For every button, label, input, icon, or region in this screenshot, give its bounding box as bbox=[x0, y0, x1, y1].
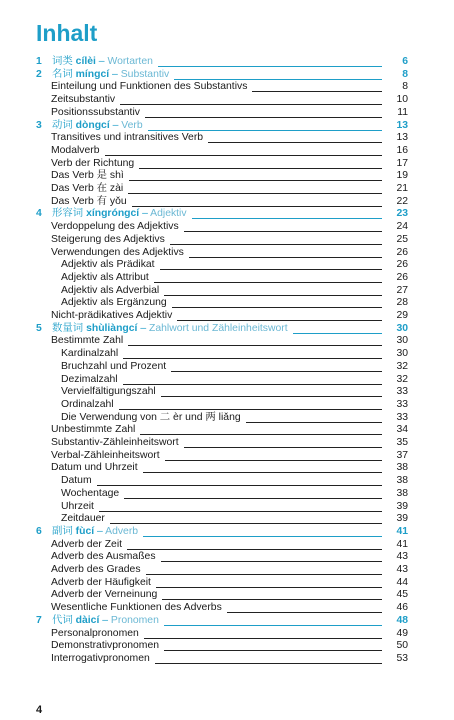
chapter-number: 7 bbox=[36, 614, 42, 626]
toc-entry[interactable] bbox=[0, 563, 454, 576]
toc-entry[interactable] bbox=[0, 195, 454, 208]
entry-title: Dezimalzahl bbox=[61, 373, 121, 386]
entry-title: Wochentage bbox=[61, 487, 122, 500]
page-ref: 16 bbox=[396, 144, 408, 156]
chapter-title: 代词 dàicí – Pronomen bbox=[52, 614, 162, 627]
page-ref: 46 bbox=[396, 602, 408, 614]
toc-entry[interactable] bbox=[0, 309, 454, 322]
page-ref: 50 bbox=[396, 640, 408, 652]
entry-title: Das Verb 有 yǒu bbox=[51, 195, 130, 208]
entry-title: Wesentliche Funktionen des Adverbs bbox=[51, 601, 225, 614]
page-ref: 41 bbox=[396, 538, 408, 550]
entry-title: Modalverb bbox=[51, 144, 103, 157]
toc-entry[interactable] bbox=[0, 538, 454, 551]
chapter-entry[interactable] bbox=[0, 322, 454, 335]
page-ref: 26 bbox=[396, 259, 408, 271]
chapter-number: 5 bbox=[36, 322, 42, 334]
entry-title: Bruchzahl und Prozent bbox=[61, 360, 169, 373]
page-ref: 8 bbox=[402, 68, 408, 80]
entry-title: Verb der Richtung bbox=[51, 157, 137, 170]
page-ref: 17 bbox=[396, 157, 408, 169]
entry-title: Einteilung und Funktionen des Substantivs bbox=[51, 80, 250, 93]
entry-title: Adverb der Häufigkeit bbox=[51, 576, 154, 589]
page-ref: 25 bbox=[396, 233, 408, 245]
entry-title: Steigerung des Adjektivs bbox=[51, 233, 168, 246]
page-ref: 33 bbox=[396, 398, 408, 410]
page-number: 4 bbox=[36, 704, 43, 716]
entry-title: Verdoppelung des Adjektivs bbox=[51, 220, 182, 233]
page-ref: 11 bbox=[397, 106, 408, 118]
entry-title: Die Verwendung von 二 èr und 两 liǎng bbox=[61, 411, 244, 424]
chapter-pinyin: shùliàngcí bbox=[86, 322, 138, 334]
chapter-number: 6 bbox=[36, 525, 42, 537]
page-ref: 24 bbox=[396, 221, 408, 233]
entry-title: Adjektiv als Prädikat bbox=[61, 258, 158, 271]
chapter-chinese: 形容词 bbox=[52, 208, 84, 220]
toc-entry[interactable] bbox=[0, 347, 454, 360]
chapter-pinyin: dòngcí bbox=[75, 119, 110, 131]
chapter-german: Pronomen bbox=[110, 614, 159, 626]
chapter-entry[interactable] bbox=[0, 525, 454, 538]
chapter-german: Adjektiv bbox=[150, 208, 187, 220]
toc-entry[interactable] bbox=[0, 423, 454, 436]
entry-title: Adjektiv als Attribut bbox=[61, 271, 152, 284]
entry-title: Adverb des Ausmaßes bbox=[51, 550, 159, 563]
chapter-pinyin: míngcí bbox=[75, 68, 110, 80]
toc-entry[interactable] bbox=[0, 93, 454, 106]
entry-title: Adverb des Grades bbox=[51, 563, 144, 576]
chapter-german: Adverb bbox=[105, 525, 139, 537]
entry-title: Adverb der Verneinung bbox=[51, 588, 160, 601]
entry-title: Datum und Uhrzeit bbox=[51, 461, 141, 474]
page-ref: 38 bbox=[396, 462, 408, 474]
entry-title: Adjektiv als Adverbial bbox=[61, 284, 162, 297]
chapter-chinese: 名词 bbox=[52, 68, 73, 80]
toc-entry[interactable] bbox=[0, 220, 454, 233]
toc-entry[interactable] bbox=[0, 373, 454, 386]
chapter-entry[interactable] bbox=[0, 119, 454, 132]
entry-title: Nicht-prädikatives Adjektiv bbox=[51, 309, 175, 322]
toc-entry[interactable] bbox=[0, 588, 454, 601]
page-ref: 49 bbox=[396, 627, 408, 639]
chapter-german: Wortarten bbox=[107, 56, 153, 67]
page-ref: 13 bbox=[396, 132, 408, 144]
toc-entry[interactable] bbox=[0, 169, 454, 182]
toc-entry[interactable] bbox=[0, 436, 454, 449]
toc-entry[interactable] bbox=[0, 411, 454, 424]
chapter-number: 4 bbox=[36, 208, 42, 220]
page-ref: 21 bbox=[396, 183, 408, 194]
entry-title: Bestimmte Zahl bbox=[51, 334, 126, 347]
chapter-chinese: 数量词 bbox=[52, 322, 84, 334]
page-ref: 29 bbox=[396, 310, 408, 321]
page-ref: 10 bbox=[396, 94, 408, 106]
page-ref: 33 bbox=[396, 386, 408, 398]
page-ref: 45 bbox=[396, 589, 408, 601]
toc-entry[interactable] bbox=[0, 246, 454, 259]
page-ref: 34 bbox=[396, 424, 408, 436]
page-ref: 41 bbox=[396, 525, 408, 537]
toc-entry[interactable] bbox=[0, 182, 454, 195]
toc-entry[interactable] bbox=[0, 258, 454, 271]
entry-title: Verwendungen des Adjektivs bbox=[51, 246, 187, 259]
toc-entry[interactable] bbox=[0, 500, 454, 513]
entry-title: Adjektiv als Ergänzung bbox=[61, 296, 170, 309]
chapter-title: 副词 fùcí – Adverb bbox=[52, 525, 141, 538]
page-ref: 35 bbox=[396, 437, 408, 448]
entry-title: Verbal-Zähleinheitswort bbox=[51, 449, 163, 462]
entry-title: Kardinalzahl bbox=[61, 347, 121, 360]
page-ref: 43 bbox=[396, 551, 408, 563]
page-ref: 8 bbox=[402, 81, 408, 93]
page-ref: 23 bbox=[396, 208, 408, 220]
page-ref: 48 bbox=[396, 614, 408, 626]
page-ref: 26 bbox=[396, 271, 408, 283]
toc-entry[interactable] bbox=[0, 106, 454, 119]
entry-title: Personalpronomen bbox=[51, 627, 142, 640]
leader-line bbox=[155, 663, 382, 664]
toc-entry[interactable] bbox=[0, 334, 454, 347]
page-ref: 28 bbox=[396, 297, 408, 309]
toc-entry[interactable] bbox=[0, 512, 454, 525]
chapter-chinese: 代词 bbox=[52, 614, 73, 626]
page-ref: 6 bbox=[402, 56, 408, 67]
chapter-number: 2 bbox=[36, 68, 42, 80]
chapter-title: 动词 dòngcí – Verb bbox=[52, 119, 146, 132]
toc-entry[interactable] bbox=[0, 385, 454, 398]
chapter-pinyin: xíngróngcí bbox=[86, 208, 140, 220]
chapter-entry[interactable] bbox=[0, 55, 454, 68]
page-ref: 30 bbox=[396, 322, 408, 334]
toc-entry[interactable] bbox=[0, 284, 454, 297]
page-title: Inhalt bbox=[36, 20, 98, 46]
page-ref: 43 bbox=[396, 564, 408, 575]
page-ref: 27 bbox=[396, 284, 408, 296]
toc-entry[interactable] bbox=[0, 271, 454, 284]
entry-title: Vervielfältigungszahl bbox=[61, 385, 159, 398]
toc-entry[interactable] bbox=[0, 398, 454, 411]
chapter-german: Zahlwort und Zähleinheitswort bbox=[149, 322, 288, 334]
toc-entry[interactable] bbox=[0, 144, 454, 157]
toc-entry[interactable] bbox=[0, 474, 454, 487]
toc-entry[interactable] bbox=[0, 576, 454, 589]
chapter-pinyin: dàicí bbox=[75, 614, 100, 626]
page-ref: 44 bbox=[396, 576, 408, 588]
page-ref: 13 bbox=[396, 119, 408, 131]
entry-title: Transitives und intransitives Verb bbox=[51, 131, 206, 144]
page-ref: 30 bbox=[396, 335, 408, 347]
chapter-pinyin: cílèi bbox=[75, 56, 96, 67]
chapter-chinese: 动词 bbox=[52, 119, 73, 131]
toc-entry[interactable] bbox=[0, 461, 454, 474]
entry-title: Adverb der Zeit bbox=[51, 538, 125, 551]
entry-title: Substantiv-Zähleinheitswort bbox=[51, 436, 182, 449]
chapter-title: 词类 cílèi – Wortarten bbox=[52, 55, 156, 68]
entry-title: Zeitdauer bbox=[61, 512, 108, 525]
entry-title: Interrogativpronomen bbox=[51, 652, 153, 665]
toc-entry[interactable] bbox=[0, 550, 454, 563]
toc-entry[interactable] bbox=[0, 601, 454, 614]
chapter-entry[interactable] bbox=[0, 614, 454, 627]
chapter-pinyin: fùcí bbox=[75, 525, 95, 537]
toc-entry[interactable] bbox=[0, 449, 454, 462]
entry-title: Zeitsubstantiv bbox=[51, 93, 118, 106]
chapter-chinese: 词类 bbox=[52, 56, 73, 67]
chapter-title: 名词 míngcí – Substantiv bbox=[52, 68, 172, 81]
page-ref: 30 bbox=[396, 348, 408, 360]
entry-title: Demonstrativpronomen bbox=[51, 639, 162, 652]
page-ref: 38 bbox=[396, 487, 408, 499]
entry-title: Uhrzeit bbox=[61, 500, 97, 513]
entry-title: Ordinalzahl bbox=[61, 398, 117, 411]
page-ref: 22 bbox=[396, 195, 408, 207]
toc-entry[interactable] bbox=[0, 157, 454, 170]
chapter-entry[interactable] bbox=[0, 68, 454, 81]
chapter-entry[interactable] bbox=[0, 207, 454, 220]
toc-entry[interactable] bbox=[0, 296, 454, 309]
page-ref: 39 bbox=[396, 500, 408, 512]
chapter-german: Verb bbox=[121, 119, 143, 131]
chapter-number: 3 bbox=[36, 119, 42, 131]
page-ref: 26 bbox=[396, 246, 408, 258]
entry-title: Unbestimmte Zahl bbox=[51, 423, 138, 436]
entry-title: Das Verb 是 shì bbox=[51, 169, 127, 182]
page-ref: 53 bbox=[396, 652, 408, 664]
toc-entry[interactable] bbox=[0, 80, 454, 93]
chapter-title: 数量词 shùliàngcí – Zahlwort und Zähleinheitswort bbox=[52, 322, 291, 335]
chapter-chinese: 副词 bbox=[52, 525, 73, 537]
chapter-german: Substantiv bbox=[120, 68, 170, 80]
page-ref: 39 bbox=[396, 513, 408, 525]
page-ref: 37 bbox=[396, 449, 408, 461]
entry-title: Positionssubstantiv bbox=[51, 106, 143, 119]
toc-entry[interactable] bbox=[0, 639, 454, 652]
chapter-number: 1 bbox=[36, 56, 42, 67]
toc-entry[interactable] bbox=[0, 487, 454, 500]
toc-entry[interactable] bbox=[0, 627, 454, 640]
toc-entry[interactable] bbox=[0, 131, 454, 144]
entry-title: Das Verb 在 zài bbox=[51, 182, 126, 195]
page-ref: 32 bbox=[396, 373, 408, 385]
toc-entry[interactable] bbox=[0, 360, 454, 373]
page-ref: 32 bbox=[396, 360, 408, 372]
toc-entry[interactable] bbox=[0, 652, 454, 665]
page-ref: 38 bbox=[396, 475, 408, 487]
page-ref: 33 bbox=[396, 411, 408, 423]
page-ref: 19 bbox=[396, 170, 408, 182]
chapter-title: 形容词 xíngróngcí – Adjektiv bbox=[52, 207, 190, 220]
entry-title: Datum bbox=[61, 474, 95, 487]
toc-entry[interactable] bbox=[0, 233, 454, 246]
